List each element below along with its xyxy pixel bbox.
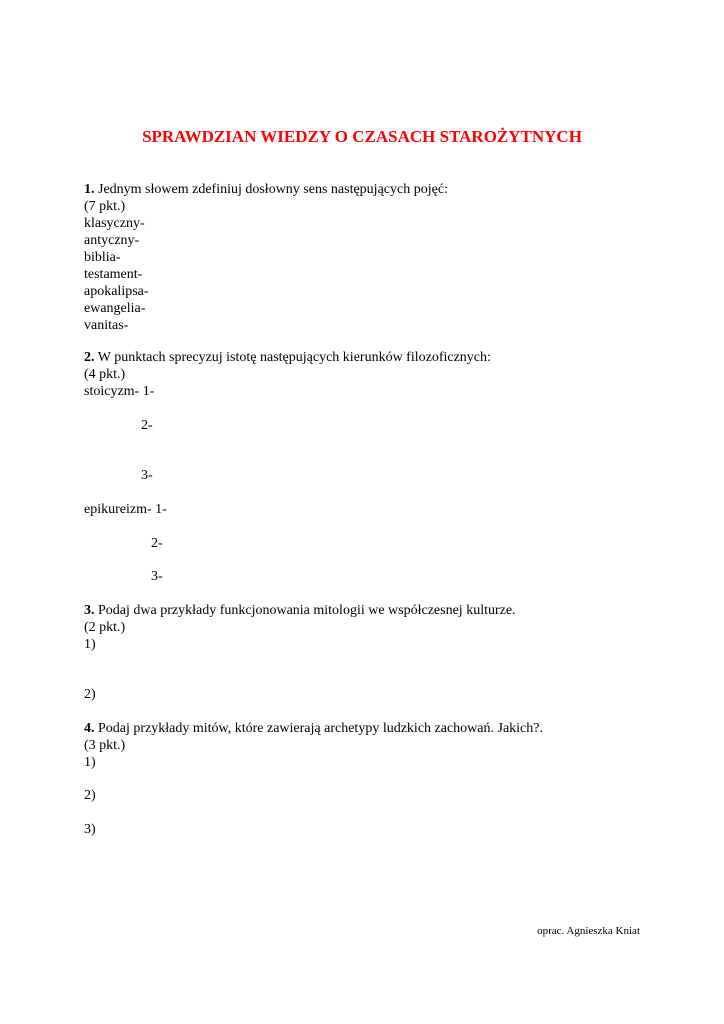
answer-slot: 3)	[84, 822, 96, 837]
author-credit: oprac. Agnieszka Kniat	[537, 925, 640, 937]
answer-slot: 1)	[84, 755, 96, 770]
page-title: SPRAWDZIAN WIEDZY O CZASACH STAROŻYTNYCH	[142, 127, 582, 146]
stoicyzm-point-1: stoicyzm- 1-	[84, 384, 155, 399]
term-item: ewangelia-	[84, 301, 146, 316]
stoicyzm-point-3: 3-	[141, 468, 153, 483]
stoicyzm-point-2: 2-	[141, 418, 153, 433]
question-3	[84, 602, 516, 619]
answer-slot: 1)	[84, 637, 96, 652]
question-1-number: 1.	[84, 182, 95, 197]
term-item: vanitas-	[84, 318, 129, 333]
question-4-number: 4.	[84, 721, 95, 736]
question-2-points: (4 pkt.)	[84, 367, 126, 382]
question-2-number: 2.	[84, 350, 95, 365]
question-3-number: 3.	[84, 603, 95, 618]
question-4-text: Podaj przykłady mitów, które zawierają archetypy ludzkich zachowań. Jakich?.	[98, 721, 543, 736]
epikureizm-point-1: epikureizm- 1-	[84, 502, 167, 517]
answer-slot: 2)	[84, 788, 96, 803]
question-4-points: (3 pkt.)	[84, 738, 126, 753]
question-3-text: Podaj dwa przykłady funkcjonowania mitologii we współczesnej kulturze.	[98, 603, 516, 618]
question-1-points: (7 pkt.)	[84, 199, 126, 214]
question-1-text: Jednym słowem zdefiniuj dosłowny sens następujących pojęć:	[98, 182, 448, 197]
question-4	[84, 720, 543, 737]
question-3-points: (2 pkt.)	[84, 620, 126, 635]
term-item: testament-	[84, 267, 143, 282]
question-2	[84, 349, 491, 366]
term-item: klasyczny-	[84, 216, 145, 231]
term-item: biblia-	[84, 250, 121, 265]
epikureizm-point-3: 3-	[151, 569, 163, 584]
term-item: apokalipsa-	[84, 284, 149, 299]
answer-slot: 2)	[84, 687, 96, 702]
epikureizm-point-2: 2-	[151, 536, 163, 551]
question-1	[84, 181, 448, 198]
question-2-text: W punktach sprecyzuj istotę następujących kierunków filozoficznych:	[97, 350, 491, 365]
term-item: antyczny-	[84, 233, 140, 248]
